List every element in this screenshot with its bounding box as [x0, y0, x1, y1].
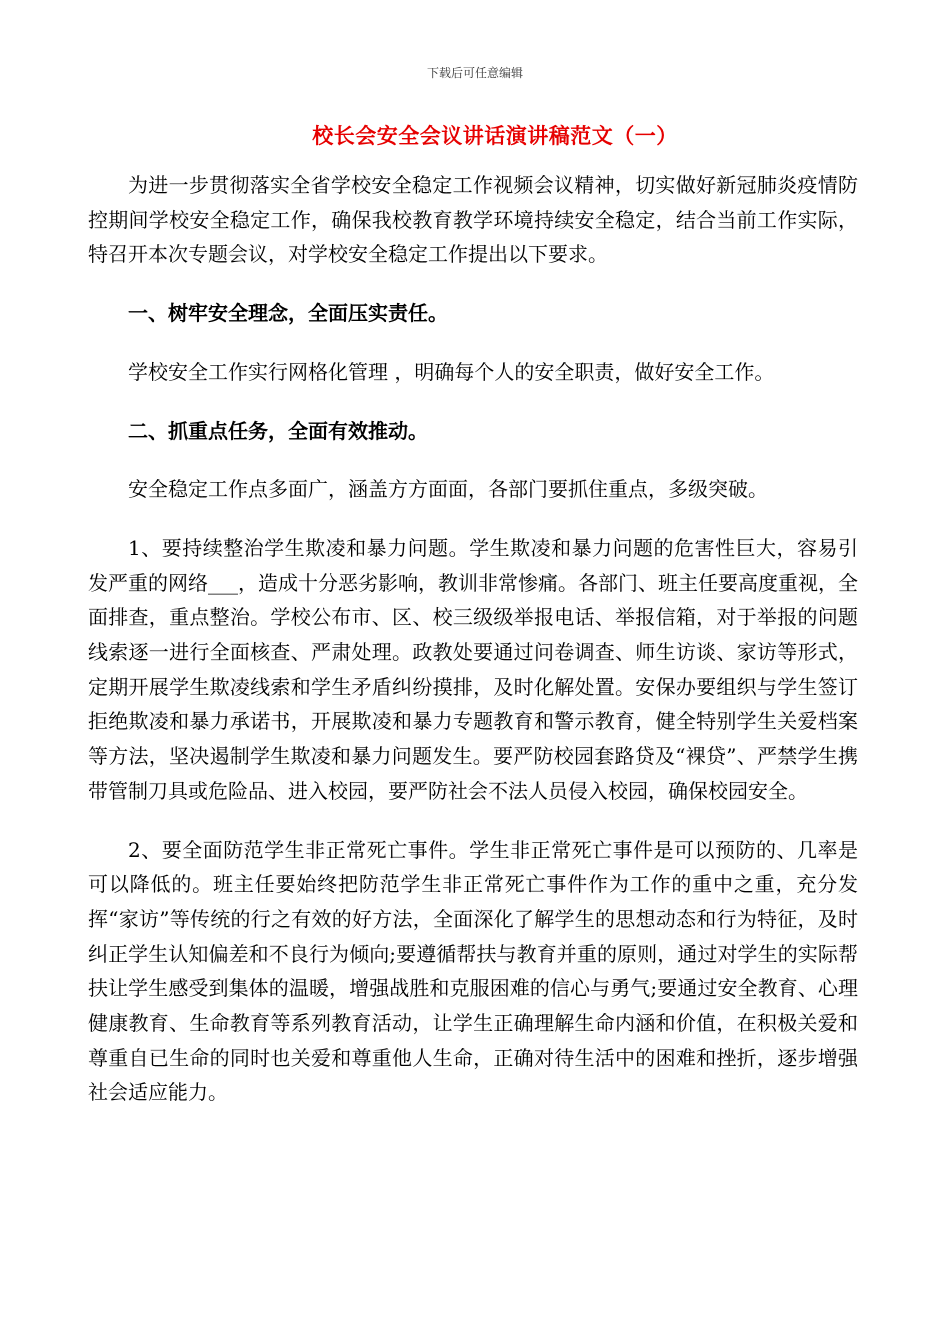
- list-item-2: 2、要全面防范学生非正常死亡事件。学生非正常死亡事件是可以预防的、几率是可以降低的。班主任要始终把防范学生非正常死亡事件作为工作的重中之重，充分发挥“家访”等传统的行之有效的好方法，全面深化了解学生的思想动态和行为特征，及时纠正学生认知偏差和不良行为倾向;要遵循帮扶与教育并重的原则，通过对学生的实际帮扶让学生感受到集体的温暖，增强战胜和克服困难的信心与勇气;要通过安全教育、心理健康教育、生命教育等系列教育活动，让学生正确理解生命内涵和价值，在积极关爱和尊重自已生命的同时也关爱和尊重他人生命，正确对待生活中的困难和挫折，逐步增强社会适应能力。: [88, 837, 858, 1105]
- paragraph-2: 安全稳定工作点多面广，涵盖方方面面，各部门要抓住重点，多级突破。: [128, 477, 768, 502]
- page-title: 校长会安全会议讲话演讲稿范文（一）: [312, 123, 678, 148]
- document-body: [88, 168, 858, 1134]
- section-heading-1: 一、树牢安全理念，全面压实责任。: [128, 301, 448, 326]
- section-heading-2: 二、抓重点任务，全面有效推动。: [128, 418, 428, 443]
- intro-paragraph: 为进一步贯彻落实全省学校安全稳定工作视频会议精神，切实做好新冠肺炎疫情防控期间学校安全稳定工作，确保我校教育教学环境持续安全稳定，结合当前工作实际，特召开本次专题会议，对学校安全稳定工作提出以下要求。: [88, 173, 858, 267]
- header-note: 下载后可任意编辑: [426, 66, 523, 80]
- list-item-1: 1、要持续整治学生欺凌和暴力问题。学生欺凌和暴力问题的危害性巨大，容易引发严重的网络___，造成十分恶劣影响，教训非常惨痛。各部门、班主任要高度重视，全面排查，重点整治。学校公布市、区、校三级级举报电话、举报信箱，对于举报的问题线索逐一进行全面核查、严肃处理。政教处要通过问卷调查、师生访谈、家访等形式，定期开展学生欺凌线索和学生矛盾纠纷摸排，及时化解处置。安保办要组织与学生签订拒绝欺凌和暴力承诺书，开展欺凌和暴力专题教育和警示教育，健全特别学生关爱档案等方法，坚决遏制学生欺凌和暴力问题发生。要严防校园套路贷及“裸贷”、严禁学生携带管制刀具或危险品、进入校园，要严防社会不法人员侵入校园，确保校园安全。: [88, 535, 858, 803]
- paragraph-1: 学校安全工作实行网格化管理 ，明确每个人的安全职责，做好安全工作。: [128, 359, 775, 384]
